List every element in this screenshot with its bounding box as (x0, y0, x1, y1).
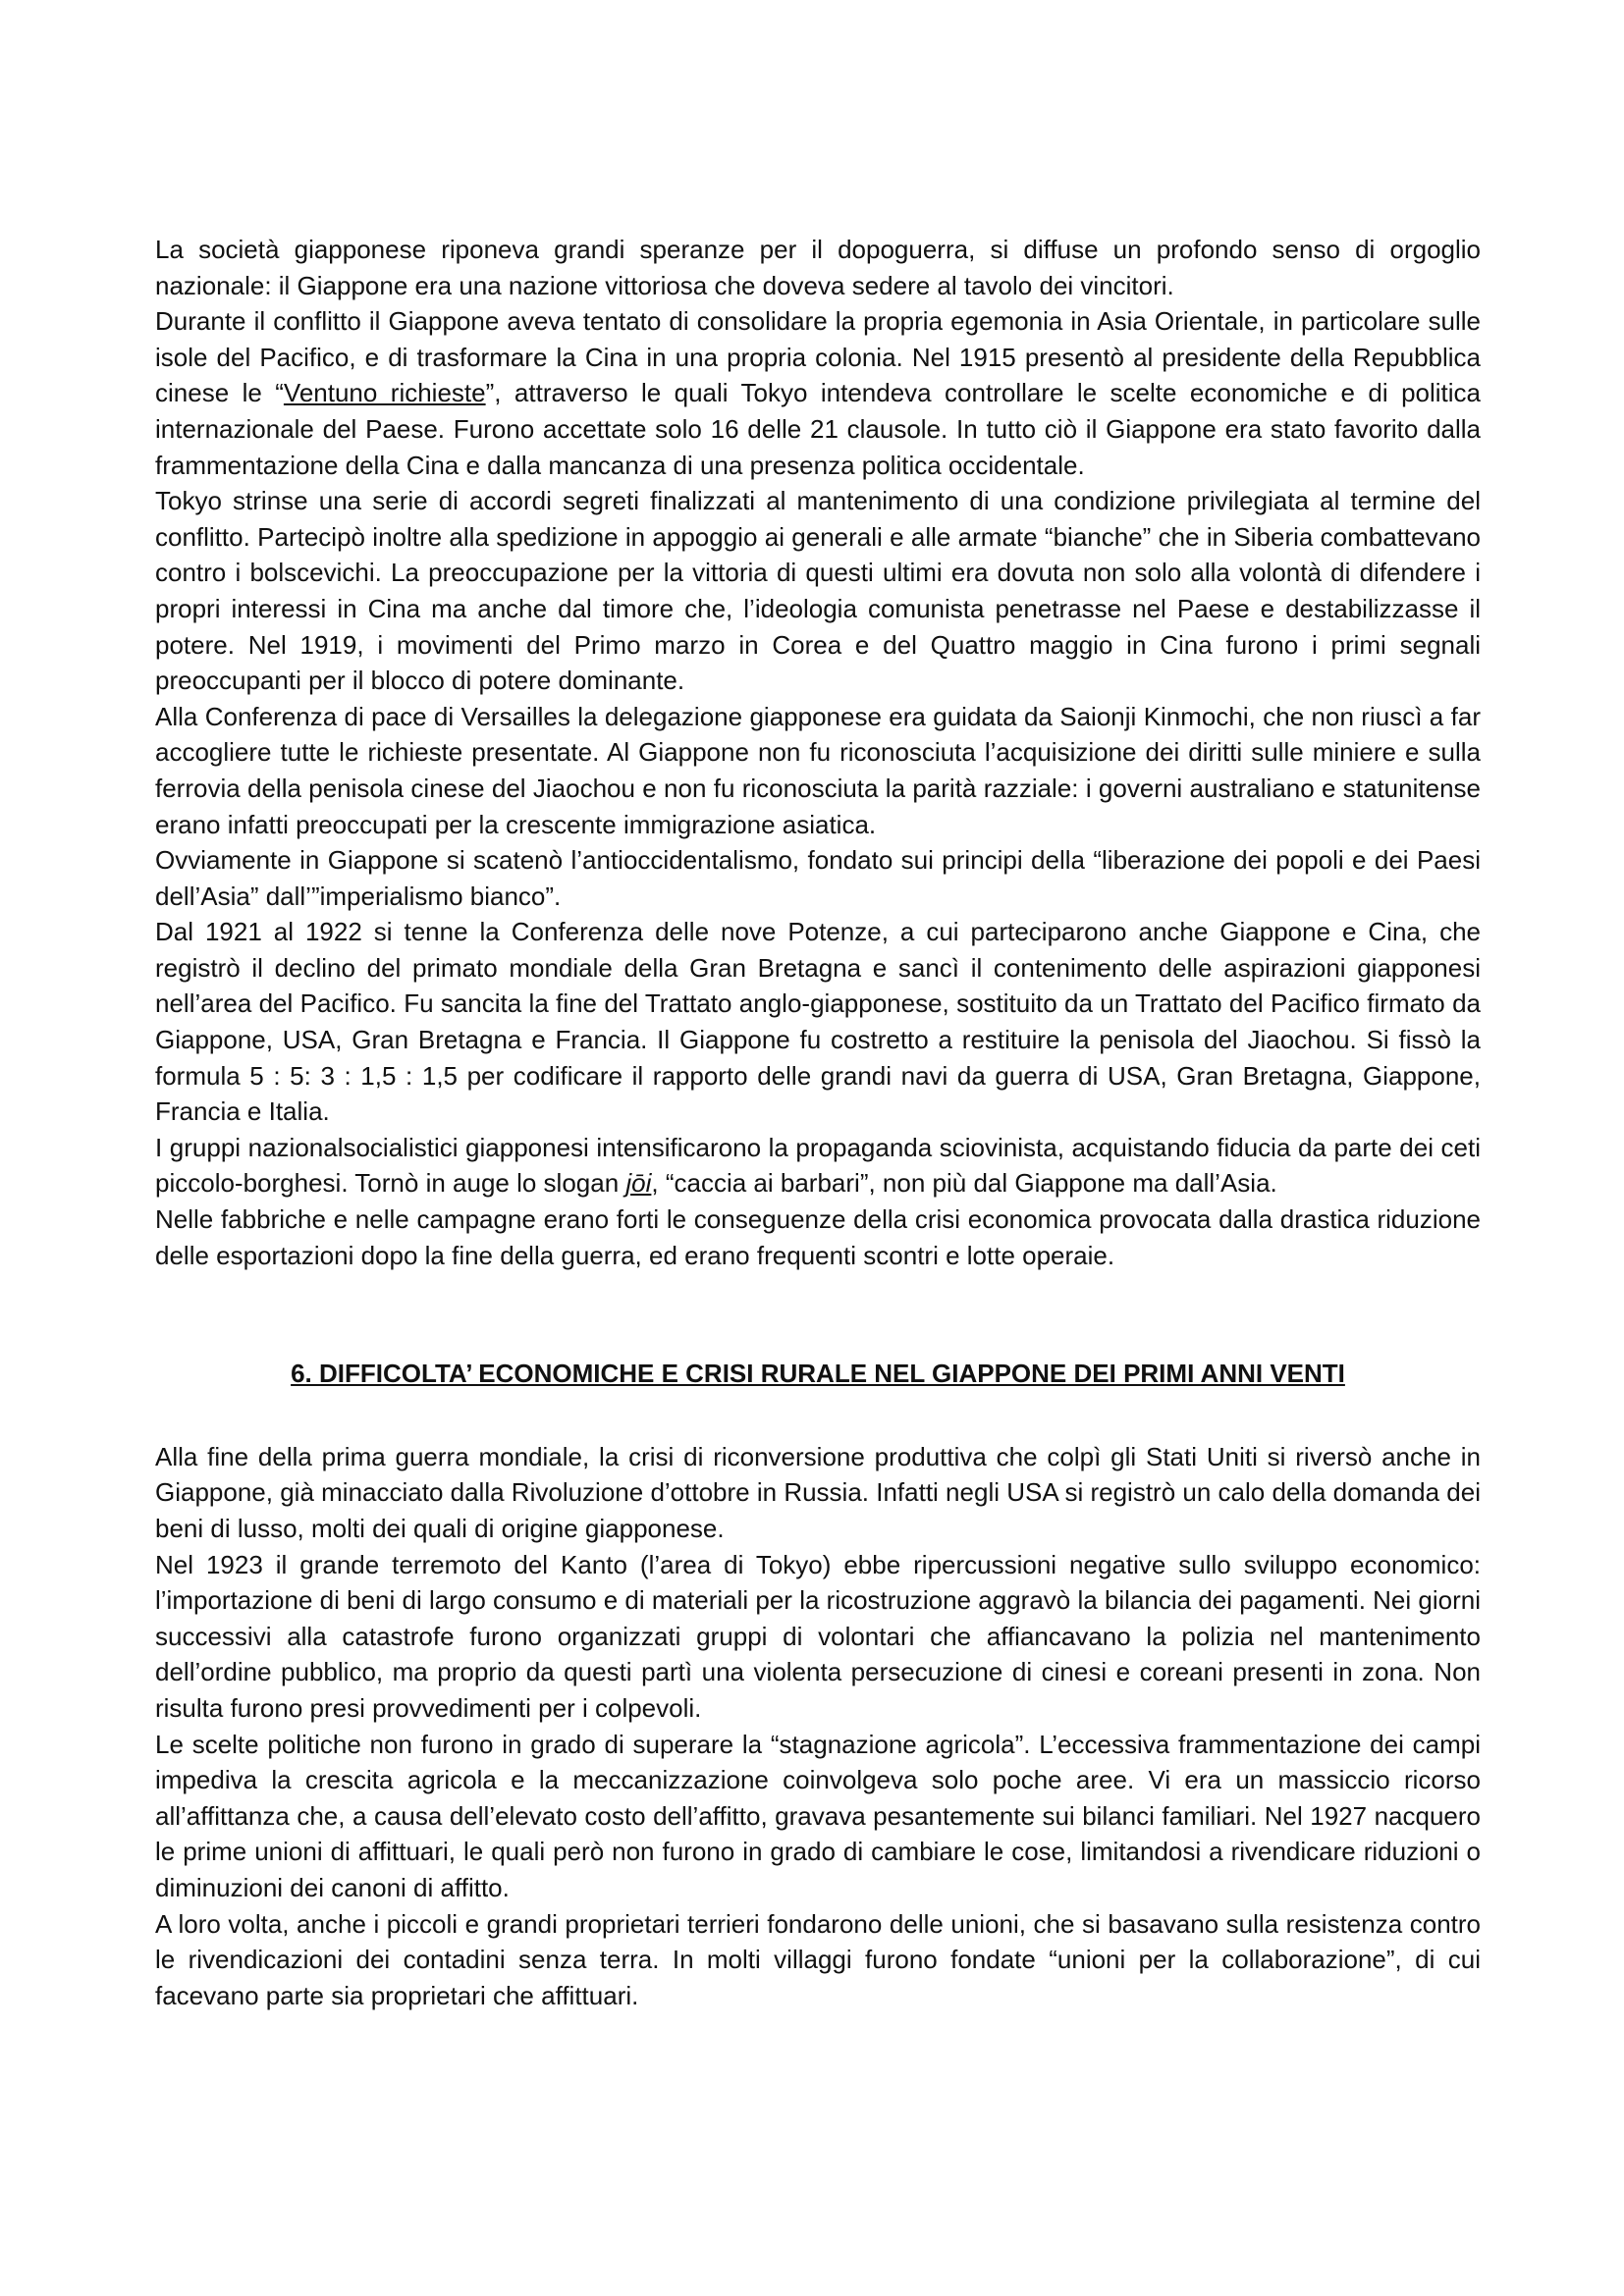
paragraph-text: , “caccia ai barbari”, non più dal Giappone ma dall’Asia. (651, 1168, 1277, 1199)
section-heading: 6. DIFFICOLTA’ ECONOMICHE E CRISI RURALE NEL GIAPPONE DEI PRIMI ANNI VENTI (291, 1359, 1345, 1389)
paragraph: La società giapponese riponeva grandi speranze per il dopoguerra, si diffuse un profondo senso di orgoglio nazionale: il Giappone era una nazione vittoriosa che doveva sedere al tavolo dei vincitori. (155, 235, 1481, 300)
paragraph: A loro volta, anche i piccoli e grandi proprietari terrieri fondarono delle unioni, che si basavano sulla resistenza contro le rivendicazioni dei contadini senza terra. In molti villaggi furono fondate “unioni per la collaborazione”, di cui facevano parte sia proprietari che affittuari. (155, 1908, 1481, 2010)
paragraph-text: I gruppi nazionalsocialistici giapponesi intensificarono la propaganda sciovinista, acquistando fiducia da parte dei ceti piccolo-borghesi. Tornò in auge lo slogan (155, 1132, 1481, 1199)
paragraph-text: Durante il conflitto il Giappone aveva tentato di consolidare la propria egemonia in Asia Orientale, in particolare sulle isole del Pacifico, e di trasformare la Cina in una propria colonia. Nel 1915 presentò al presidente della Repubblica cinese le “ (155, 306, 1481, 408)
paragraph (155, 303, 1481, 483)
paragraph (155, 1130, 1481, 1201)
paragraph: Ovviamente in Giappone si scatenò l’antioccidentalismo, fondato sui principi della “liberazione dei popoli e dei Paesi dell’Asia” dall’”imperialismo bianco”. (155, 845, 1481, 911)
paragraph: Alla fine della prima guerra mondiale, la crisi di riconversione produttiva che colpì gli Stati Uniti si riversò anche in Giappone, già minacciato dalla Rivoluzione d’ottobre in Russia. Infatti negli USA si registrò un calo della domanda dei beni di lusso, molti dei quali di origine giapponese. (155, 1441, 1481, 1543)
document-page (155, 232, 1481, 2013)
paragraph-text: ”, attraverso le quali Tokyo intendeva controllare le scelte economiche e di politica internazionale del Paese. Furono accettate solo 16 delle 21 clausole. In tutto ciò il Giappone era stato favorito dalla frammentazione della Cina e dalla mancanza di una presenza politica occidentale. (155, 378, 1482, 480)
paragraph: Dal 1921 al 1922 si tenne la Conferenza delle nove Potenze, a cui parteciparono anche Giappone e Cina, che registrò il declino del primato mondiale della Gran Bretagna e sancì il contenimento delle aspirazioni giapponesi nell’area del Pacifico. Fu sancita la fine del Trattato anglo-giapponese, sostituito da un Trattato del Pacifico firmato da Giappone, USA, Gran Bretagna e Francia. Il Giappone fu costretto a restituire la penisola del Jiaochou. Si fissò la formula 5 : 5: 3 : 1,5 : 1,5 per codificare il rapporto delle grandi navi da guerra di USA, Gran Bretagna, Giappone, Francia e Italia. (155, 917, 1481, 1127)
paragraph: Le scelte politiche non furono in grado di superare la “stagnazione agricola”. L’eccessiva frammentazione dei campi impediva la crescita agricola e la meccanizzazione coinvolgeva solo poche aree. Vi era un massiccio ricorso all’affittanza che, a causa dell’elevato costo dell’affitto, gravava pesantemente sui bilanci familiari. Nel 1927 nacquero le prime unioni di affittuari, le quali però non furono in grado di cambiare le cose, limitandosi a rivendicare riduzioni o diminuzioni dei canoni di affitto. (155, 1729, 1481, 1902)
italic-term: jōi (625, 1168, 652, 1199)
paragraph: Alla Conferenza di pace di Versailles la delegazione giapponese era guidata da Saionji Kinmochi, che non riuscì a far accogliere tutte le richieste presentate. Al Giappone non fu riconosciuta l’acquisizione dei diritti sulle miniere e sulla ferrovia della penisola cinese del Jiaochou e non fu riconosciuta la parità razziale: i governi australiano e statunitense erano infatti preoccupati per la crescente immigrazione asiatica. (155, 701, 1481, 839)
underlined-term: Ventuno richieste (283, 378, 486, 408)
paragraph: Tokyo strinse una serie di accordi segreti finalizzati al mantenimento di una condizione privilegiata al termine del conflitto. Partecipò inoltre alla spedizione in appoggio ai generali e alle armate “bianche” che in Siberia combattevano contro i bolscevichi. La preoccupazione per la vittoria di questi ultimi era dovuta non solo alla volontà di difendere i propri interessi in Cina ma anche dal timore che, l’ideologia comunista penetrasse nel Paese e destabilizzasse il potere. Nel 1919, i movimenti del Primo marzo in Corea e del Quattro maggio in Cina furono i primi segnali preoccupanti per il blocco di potere dominante. (155, 486, 1481, 696)
paragraph: Nelle fabbriche e nelle campagne erano forti le conseguenze della crisi economica provocata dalla drastica riduzione delle esportazioni dopo la fine della guerra, ed erano frequenti scontri e lotte operaie. (155, 1204, 1481, 1270)
paragraph: Nel 1923 il grande terremoto del Kanto (l’area di Tokyo) ebbe ripercussioni negative sullo sviluppo economico: l’importazione di beni di largo consumo e di materiali per la ricostruzione aggravò la bilancia dei pagamenti. Nei giorni successivi alla catastrofe furono organizzati gruppi di volontari che affiancavano la polizia nel mantenimento dell’ordine pubblico, ma proprio da questi partì una violenta persecuzione di cinesi e coreani presenti in zona. Non risulta furono presi provvedimenti per i colpevoli. (155, 1549, 1481, 1723)
